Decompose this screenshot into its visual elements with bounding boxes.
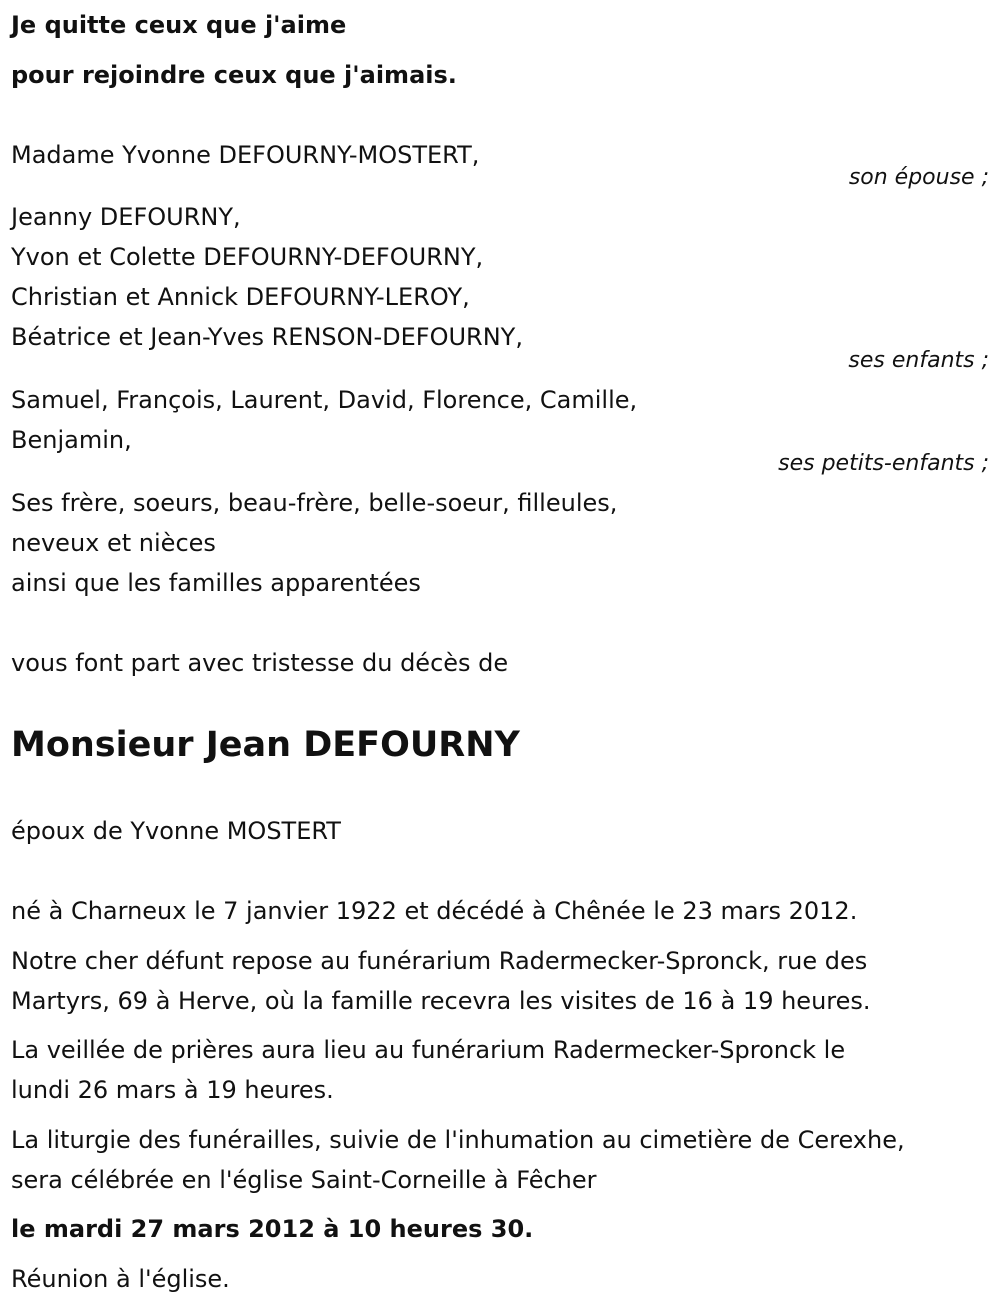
spouse-role: son épouse ;	[848, 165, 989, 190]
spouse-name: Madame Yvonne DEFOURNY-MOSTERT,	[11, 141, 480, 169]
child-name: Béatrice et Jean-Yves RENSON-DEFOURNY,	[11, 323, 523, 351]
liturgy-line: La liturgie des funérailles, suivie de l'inhumation au cimetière de Cerexhe,	[11, 1126, 905, 1154]
liturgy-line: sera célébrée en l'église Saint-Corneille à Fêcher	[11, 1166, 597, 1194]
rest-location-line: Notre cher défunt repose au funérarium Radermecker-Spronck, rue des	[11, 947, 868, 975]
epigraph-line-1: Je quitte ceux que j'aime	[11, 11, 347, 39]
announcement-text: vous font part avec tristesse du décès de	[11, 649, 509, 677]
vigil-line: lundi 26 mars à 19 heures.	[11, 1076, 334, 1104]
other-relatives: Ses frère, soeurs, beau-frère, belle-soeur, filleules,	[11, 489, 618, 517]
service-datetime: le mardi 27 mars 2012 à 10 heures 30.	[11, 1215, 534, 1243]
deceased-name: Monsieur Jean DEFOURNY	[11, 725, 520, 765]
other-relatives: ainsi que les familles apparentées	[11, 569, 421, 597]
grandchildren-names: Samuel, François, Laurent, David, Florence, Camille,	[11, 386, 638, 414]
birth-death-line: né à Charneux le 7 janvier 1922 et décédé à Chênée le 23 mars 2012.	[11, 897, 858, 925]
deceased-spouse-line: époux de Yvonne MOSTERT	[11, 817, 341, 845]
child-name: Yvon et Colette DEFOURNY-DEFOURNY,	[11, 243, 484, 271]
vigil-line: La veillée de prières aura lieu au funérarium Radermecker-Spronck le	[11, 1036, 846, 1064]
meeting-line: Réunion à l'église.	[11, 1265, 230, 1293]
child-name: Jeanny DEFOURNY,	[11, 203, 241, 231]
children-role: ses enfants ;	[848, 348, 989, 373]
epigraph-line-2: pour rejoindre ceux que j'aimais.	[11, 61, 457, 89]
other-relatives: neveux et nièces	[11, 529, 216, 557]
grandchildren-names: Benjamin,	[11, 426, 132, 454]
child-name: Christian et Annick DEFOURNY-LEROY,	[11, 283, 470, 311]
rest-location-line: Martyrs, 69 à Herve, où la famille recevra les visites de 16 à 19 heures.	[11, 987, 871, 1015]
grandchildren-role: ses petits-enfants ;	[778, 451, 989, 476]
